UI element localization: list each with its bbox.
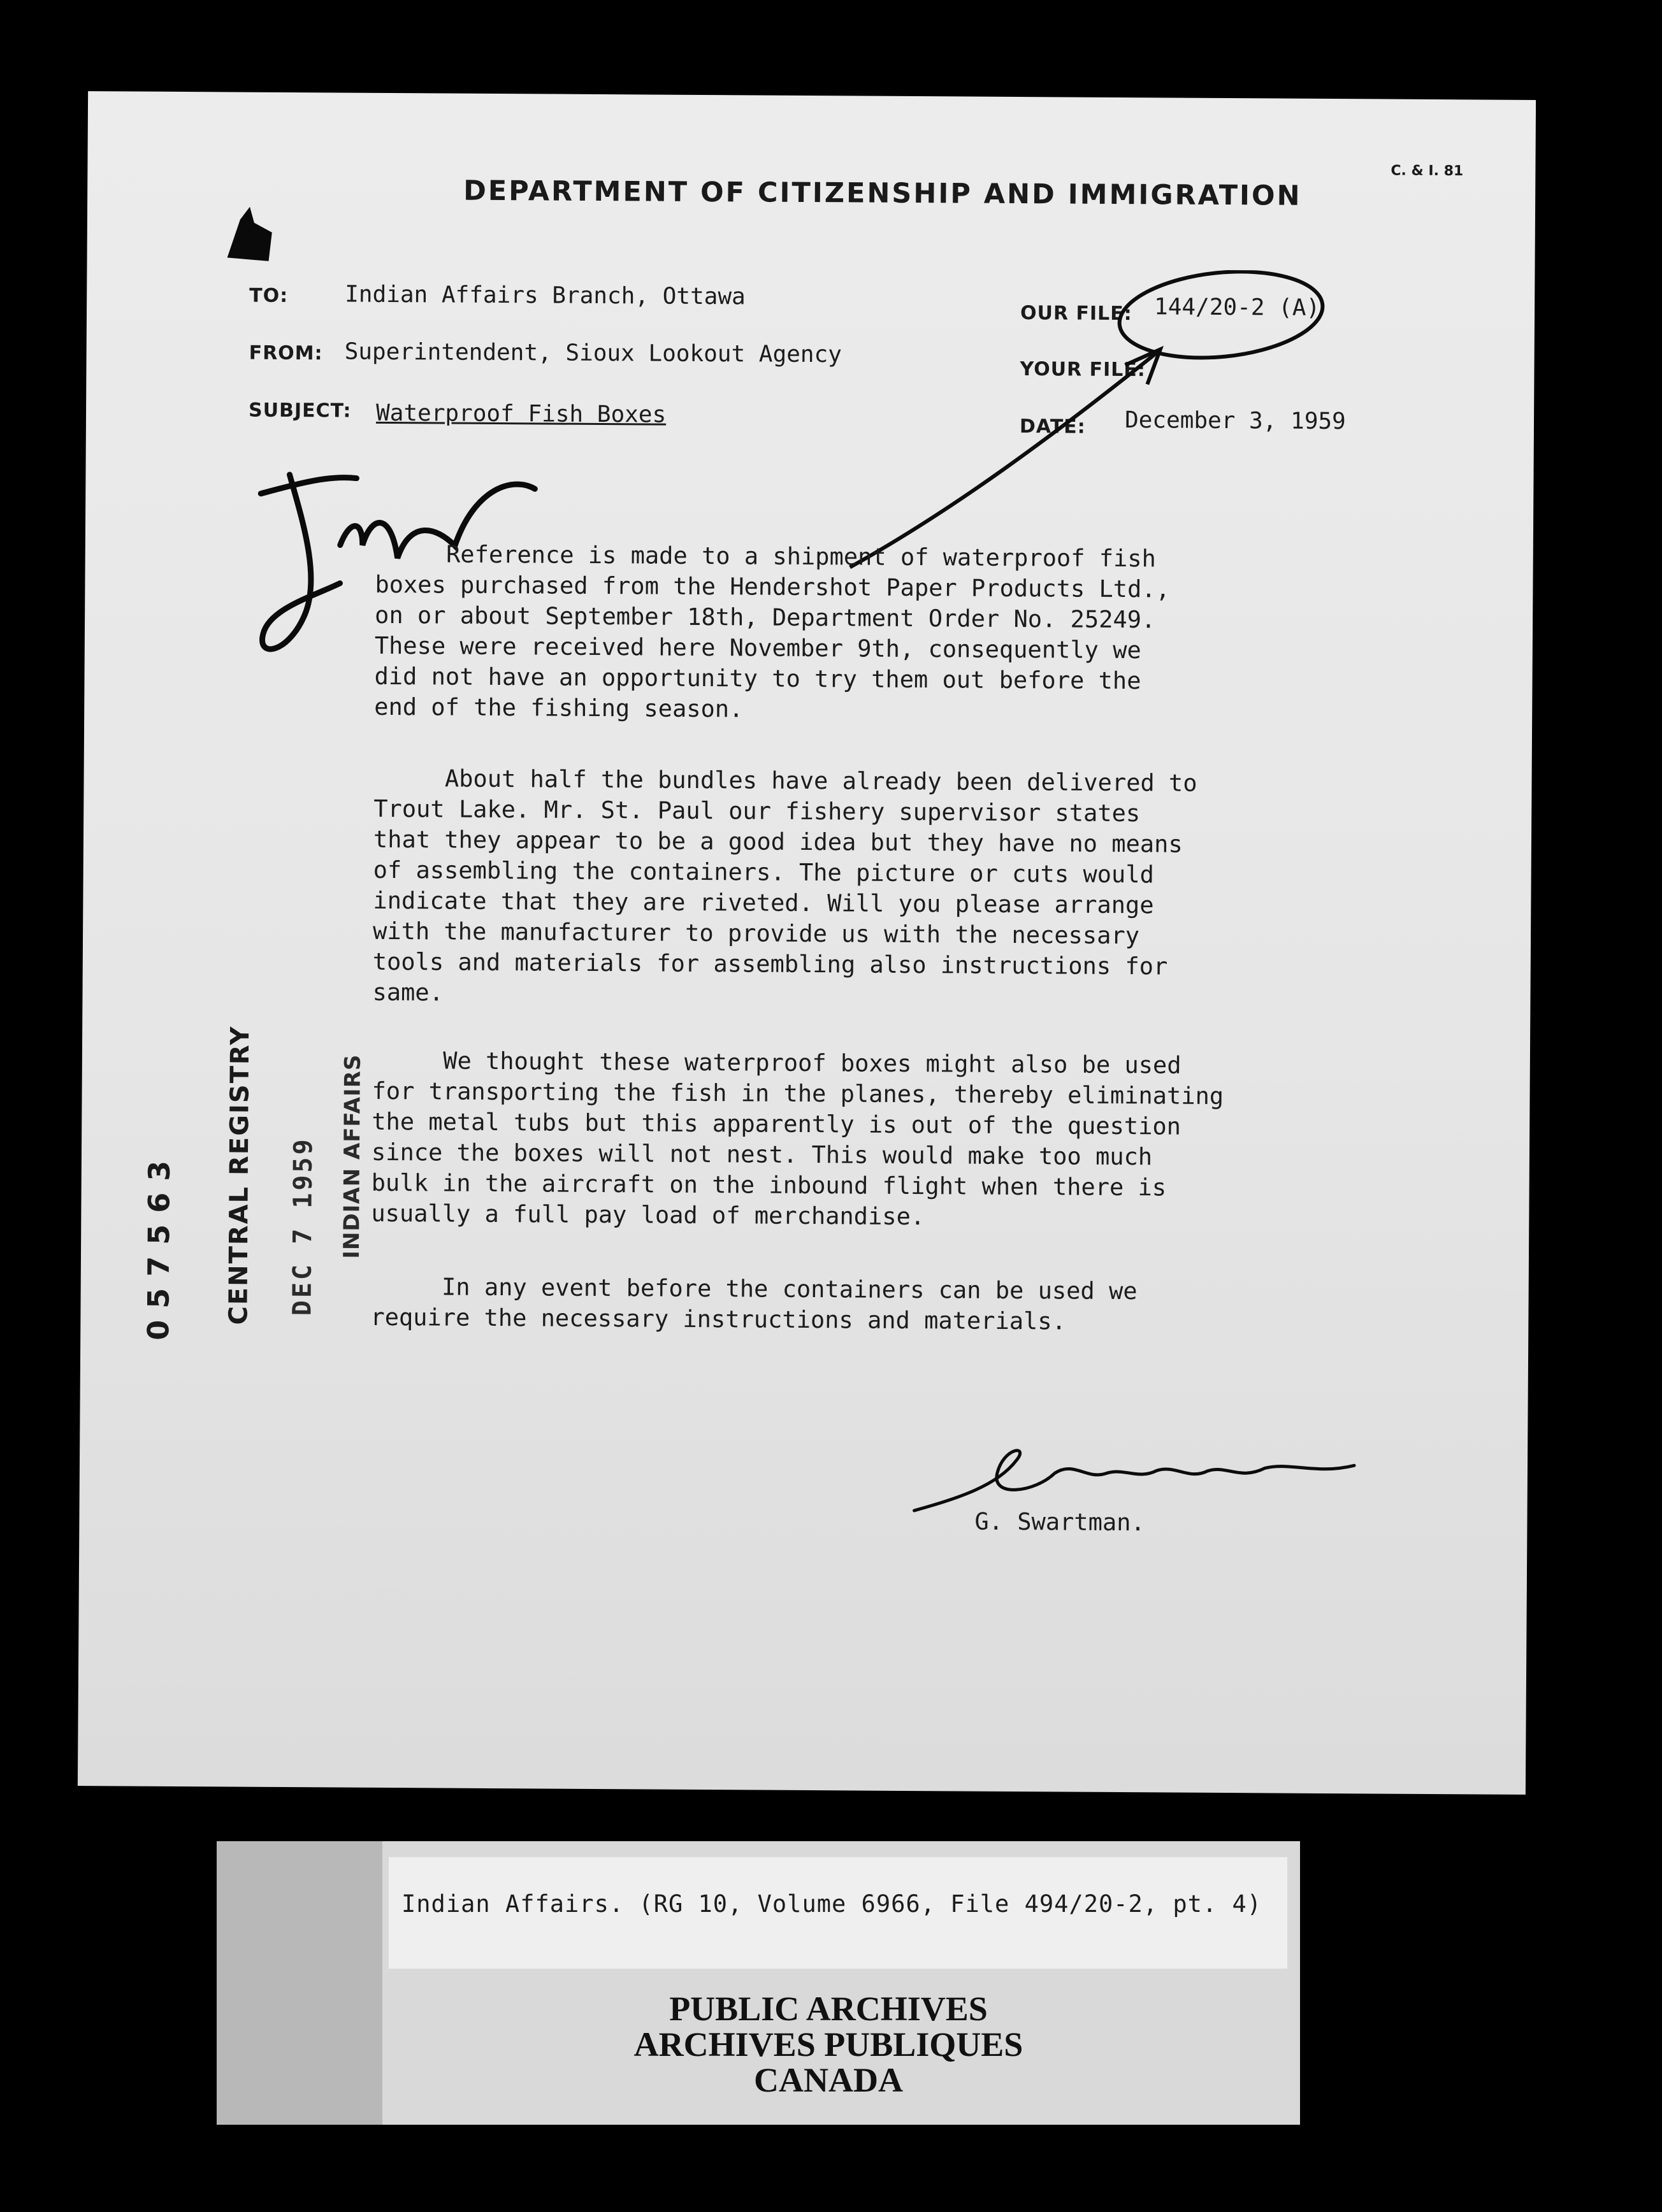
text-line: In any event before the containers can be used we <box>370 1272 1138 1305</box>
text-line: the metal tubs but this apparently is out of the question <box>372 1107 1181 1140</box>
our-file-label: OUR FILE: <box>1020 302 1132 326</box>
archive-panel-shadow <box>217 1841 382 2125</box>
text-line: We thought these waterproof boxes might also be used <box>372 1046 1181 1079</box>
body-paragraph-1 <box>374 539 1170 728</box>
file-number-circle-annotation <box>824 268 1387 589</box>
date-label: DATE: <box>1019 415 1086 438</box>
form-code: C. & I. 81 <box>1391 162 1464 180</box>
your-file-label: YOUR FILE: <box>1020 358 1146 382</box>
to-value: Indian Affairs Branch, Ottawa <box>345 281 746 310</box>
text-line: same. <box>372 978 444 1007</box>
registry-number-stamp: 057563 <box>141 1149 177 1340</box>
date-value: December 3, 1959 <box>1124 407 1346 435</box>
text-line: Reference is made to a shipment of waterproof fish <box>375 540 1157 573</box>
archive-stamp-line-english: PUBLIC ARCHIVES <box>669 1990 988 2028</box>
department-heading: DEPARTMENT OF CITIZENSHIP AND IMMIGRATION <box>463 175 1302 212</box>
archive-stamp-line-french: ARCHIVES PUBLIQUES <box>633 2025 1023 2064</box>
text-line: These were received here November 9th, consequently we <box>374 631 1141 664</box>
ink-blot-mark <box>214 200 285 271</box>
received-date-stamp: DEC 7 1959 <box>287 1137 319 1316</box>
from-label: FROM: <box>249 341 323 365</box>
public-archives-stamp <box>561 1991 1096 2098</box>
text-line: usually a full pay load of merchandise. <box>371 1199 925 1231</box>
body-paragraph-2 <box>372 763 1197 1013</box>
signature-name: G. Swartman. <box>974 1507 1145 1537</box>
letter-sheet <box>78 91 1536 1795</box>
central-registry-stamp: CENTRAL REGISTRY <box>224 1025 256 1325</box>
text-line: did not have an opportunity to try them out before the <box>374 662 1141 695</box>
text-line: with the manufacturer to provide us with the necessary <box>372 917 1140 950</box>
subject-value: Waterproof Fish Boxes <box>375 399 667 428</box>
text-line: tools and materials for assembling also instructions for <box>372 947 1168 980</box>
text-line: indicate that they are riveted. Will you please arrange <box>373 886 1154 919</box>
text-line: for transporting the fish in the planes, thereby eliminating <box>372 1077 1224 1110</box>
text-line: Trout Lake. Mr. St. Paul our fishery supervisor states <box>373 794 1141 828</box>
text-line: since the boxes will not nest. This would make too much <box>371 1138 1153 1171</box>
text-line: boxes purchased from the Hendershot Paper Products Ltd., <box>375 570 1170 603</box>
archive-reference: Indian Affairs. (RG 10, Volume 6966, File 494/20-2, pt. 4) <box>401 1890 1262 1918</box>
to-label: TO: <box>249 284 289 308</box>
archive-stamp-line-country: CANADA <box>754 2061 903 2099</box>
text-line: of assembling the containers. The picture or cuts would <box>373 856 1154 889</box>
text-line: end of the fishing season. <box>374 693 744 723</box>
text-line: on or about September 18th, Department Order No. 25249. <box>374 601 1156 634</box>
body-paragraph-4 <box>370 1272 1137 1337</box>
text-line: require the necessary instructions and materials. <box>370 1303 1067 1335</box>
branch-stamp: INDIAN AFFAIRS <box>338 1054 366 1259</box>
text-line: About half the bundles have already been delivered to <box>373 764 1197 797</box>
text-line: bulk in the aircraft on the inbound flight when there is <box>371 1168 1167 1202</box>
text-line: that they appear to be a good idea but they have no means <box>373 825 1183 858</box>
from-value: Superintendent, Sioux Lookout Agency <box>344 338 842 368</box>
our-file-value: 144/20-2 (A) <box>1153 294 1320 321</box>
subject-label: SUBJECT: <box>248 399 352 422</box>
body-paragraph-3 <box>371 1045 1224 1234</box>
